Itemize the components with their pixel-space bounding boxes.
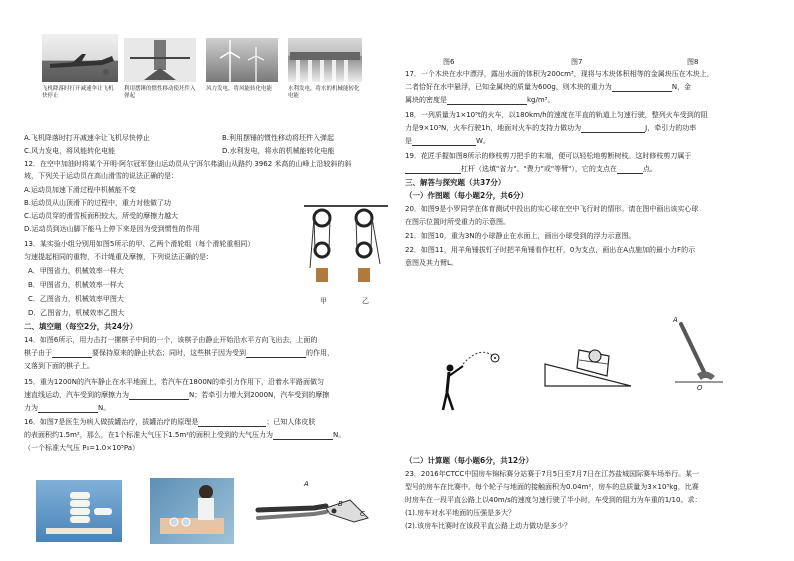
caption-3: 风力发电，将风能转化电能 bbox=[206, 86, 273, 92]
fig8-label: 图8 bbox=[687, 58, 699, 66]
airplane-icon bbox=[42, 34, 118, 82]
q20-line-1: 20．如图9是小罗同学在体育测试中投出的实心球在空中飞行时的情形。请在图中画出该实心球 bbox=[405, 205, 699, 213]
q15-line-3: 力为 N。 bbox=[24, 404, 111, 412]
cupping-icon bbox=[150, 478, 234, 544]
q16-line-2: 的表面积约1.5m²，那么，在1个标准大气压下1.5m²的面积上受到的大气压力为 N。 bbox=[24, 431, 346, 439]
drawing-subsection-heading: （一）作图题（每小题2分，共6分） bbox=[405, 191, 528, 200]
q21-line: 21．如图10，重为3N的小球静止在水面上，画出小球受到的浮力示意图。 bbox=[405, 232, 636, 240]
dam-photo bbox=[288, 38, 362, 82]
q13-option-d: D．乙图省力，机械效率乙图大 bbox=[28, 309, 125, 317]
pulley-yi bbox=[356, 210, 380, 282]
fig6-label: 图6 bbox=[443, 58, 455, 66]
q12-option-a: A.运动员加速下滑过程中机械能不变 bbox=[24, 186, 136, 194]
q23-line-1: 23．2016年CTCC中国房车锦标赛分站赛于7月5日至7月7日在江苏盐城国际赛车场举行。某一 bbox=[405, 470, 700, 478]
q15-line-2: 速直线运动，汽车受到的摩擦力为 N；若牵引力增大到2000N，汽车受到的摩擦 bbox=[24, 391, 330, 399]
q18-line-2: 力是9×10³N，火车行驶1h，地面对火车的支持力做功为 J，牵引力的功率 bbox=[405, 124, 697, 132]
q13-line-1: 13．某实验小组分别用如图5所示的甲、乙两个滑轮组（每个滑轮重相同） bbox=[24, 240, 255, 248]
floating-ball-figure bbox=[543, 338, 635, 390]
section-2-heading: 二、填空题（每空2分，共24分） bbox=[24, 322, 138, 331]
q14-line-1: 14．如图6所示，用力击打一摞棋子中间的一个，该棋子由静止开始沿水平方向飞出去，上面的 bbox=[24, 336, 318, 344]
ball-throw-figure bbox=[423, 336, 513, 412]
q13-option-b: B．甲图省力，机械效率一样大 bbox=[28, 281, 124, 289]
q11-option-d: D.水利发电，将水的机械能转化电能 bbox=[222, 147, 335, 155]
hammer-label-a: A bbox=[673, 316, 678, 324]
q17-line-1: 17．一个木块在水中漂浮，露出水面的体积为200cm³，现将与木块体积相等的金属块压在木块上， bbox=[405, 70, 714, 78]
pulley-figure bbox=[304, 204, 388, 312]
cupping-therapy-photo bbox=[150, 478, 234, 544]
q12-line-1: 12．在空中加油时将某个开明·阿尔冠军登山运动员从宁洱尔弗湖山从路约 3962 米高的山峰上沿较斜的斜 bbox=[24, 160, 352, 168]
claw-hammer-figure bbox=[671, 318, 725, 388]
chess-stack-photo bbox=[36, 480, 122, 542]
q12-option-c: C.运动员穿的滑雪板面积较大，所受的摩擦力越大 bbox=[24, 212, 179, 220]
q16-line-1: 16．如图7是医生为病人做拔罐治疗，拔罐治疗的原理是 ；已知人体皮肤 bbox=[24, 418, 316, 426]
q23-sub-1: (1).房车对水平地面的压强是多大？ bbox=[405, 509, 516, 517]
pulley-jia bbox=[310, 210, 330, 282]
q17-line-2: 二者恰好在水中悬浮，已知金属块的质量为600g，则木块的重力为 N，金 bbox=[405, 83, 692, 91]
calc-subsection-heading: （二）计算题（每小题6分，共12分） bbox=[405, 456, 534, 465]
q16-line-3: （一个标准大气压 P₀=1.0×10⁵Pa） bbox=[24, 444, 140, 452]
q20-line-2: 在图示位置时所受重力的示意图。 bbox=[405, 218, 510, 226]
q15-line-1: 15．重为1200N的汽车静止在水平地面上，若汽车在1800N的牵引力作用下，沿着水平路面做匀 bbox=[24, 378, 325, 386]
q22-line-2: 意图及其力臂L。 bbox=[405, 259, 458, 267]
airplane-photo bbox=[42, 34, 118, 82]
q17-line-3: 属块的密度是 kg/m³。 bbox=[405, 96, 555, 104]
dam-icon bbox=[288, 38, 362, 82]
q23-sub-2: (2).该房车比赛时在该段平直公路上动力做功是多少？ bbox=[405, 522, 572, 530]
q18-line-3: 是 W。 bbox=[405, 137, 490, 145]
q19-line-1: 19．花匠手握如图8所示的修枝剪刀把手的末端，便可以轻松地剪断树枝。这时修枝剪刀属于 bbox=[405, 152, 692, 160]
pendulum-photo bbox=[124, 38, 196, 82]
pulley-label-yi: 乙 bbox=[362, 297, 369, 305]
wind-turbine-photo bbox=[206, 38, 278, 82]
chess-stack-icon bbox=[36, 480, 122, 542]
q18-line-1: 18．一列质量为1×10⁵t的火车，以180km/h的速度在平直的轨道上匀速行驶，整列火车受到的阻 bbox=[405, 111, 708, 119]
q11-option-b: B.利用摆锤的惯性移动将坯件入弹起 bbox=[222, 134, 335, 142]
q13-option-c: C．乙图省力，机械效率甲图大 bbox=[28, 295, 124, 303]
caption-4: 水利发电，将水的机械能转化电能 bbox=[288, 86, 360, 99]
caption-1: 飞机降落时打开减速伞让飞机快停止 bbox=[42, 86, 114, 99]
pulley-label-jia: 甲 bbox=[320, 297, 327, 305]
q23-line-3: 时房车在一段平直公路上以40m/s的速度匀速行驶了半小时，车受到的阻力为车重的1/10。求： bbox=[405, 496, 702, 504]
hammer-label-o: O bbox=[697, 384, 703, 392]
q11-option-c: C.风力发电，将风能转化电能 bbox=[24, 147, 116, 155]
q11-option-a: A.飞机降落时打开减速伞让飞机尽快停止 bbox=[24, 134, 150, 142]
q19-line-2: 杠杆（选填"省力"、"费力"或"等臂"），它的支点在 点。 bbox=[405, 165, 657, 174]
section-3-heading: 三、解答与探究题（共37分） bbox=[405, 178, 506, 187]
q14-line-2: 棋子由于 要保持原来的静止状态；同时，这些棋子因为受到 的作用， bbox=[24, 349, 334, 357]
q12-option-d: D.运动员到达山脚下能马上停下来是因为受到惯性的作用 bbox=[24, 225, 200, 233]
q12-option-b: B.运动员从山顶滑下的过程中，重力对他做了功 bbox=[24, 199, 172, 207]
shears-label-b: B bbox=[338, 500, 343, 508]
q22-line-1: 22．如图11，用羊角锤拔钉子时把羊角锤看作杠杆，0为支点，画出在A点施加的最小力F的示 bbox=[405, 246, 696, 254]
q13-line-2: 匀速提起相同的重物，不计绳重及摩擦，下列说法正确的是： bbox=[24, 253, 213, 261]
caption-2: 利用摆锤的惯性移动使坯件入弹起 bbox=[124, 86, 196, 99]
q23-line-2: 型号的房车在比赛中，每个轮子与地面的接触面积为0.04m²，房车的总质量为3×10³kg，比赛 bbox=[405, 483, 699, 491]
q14-line-3: 又落到下面的棋子上。 bbox=[24, 362, 94, 370]
shears-label-c: C bbox=[360, 510, 365, 518]
q12-line-2: 坡，下列关于运动员在高山滑雪的说法正确的是： bbox=[24, 172, 178, 180]
q13-option-a: A．甲图省力，机械效率一样大 bbox=[28, 267, 124, 275]
fig7-label: 图7 bbox=[571, 58, 583, 66]
pruning-shears-figure bbox=[254, 478, 372, 544]
shears-label-a: A bbox=[304, 480, 309, 488]
wind-turbine-icon bbox=[206, 38, 278, 82]
pendulum-icon bbox=[124, 38, 196, 82]
